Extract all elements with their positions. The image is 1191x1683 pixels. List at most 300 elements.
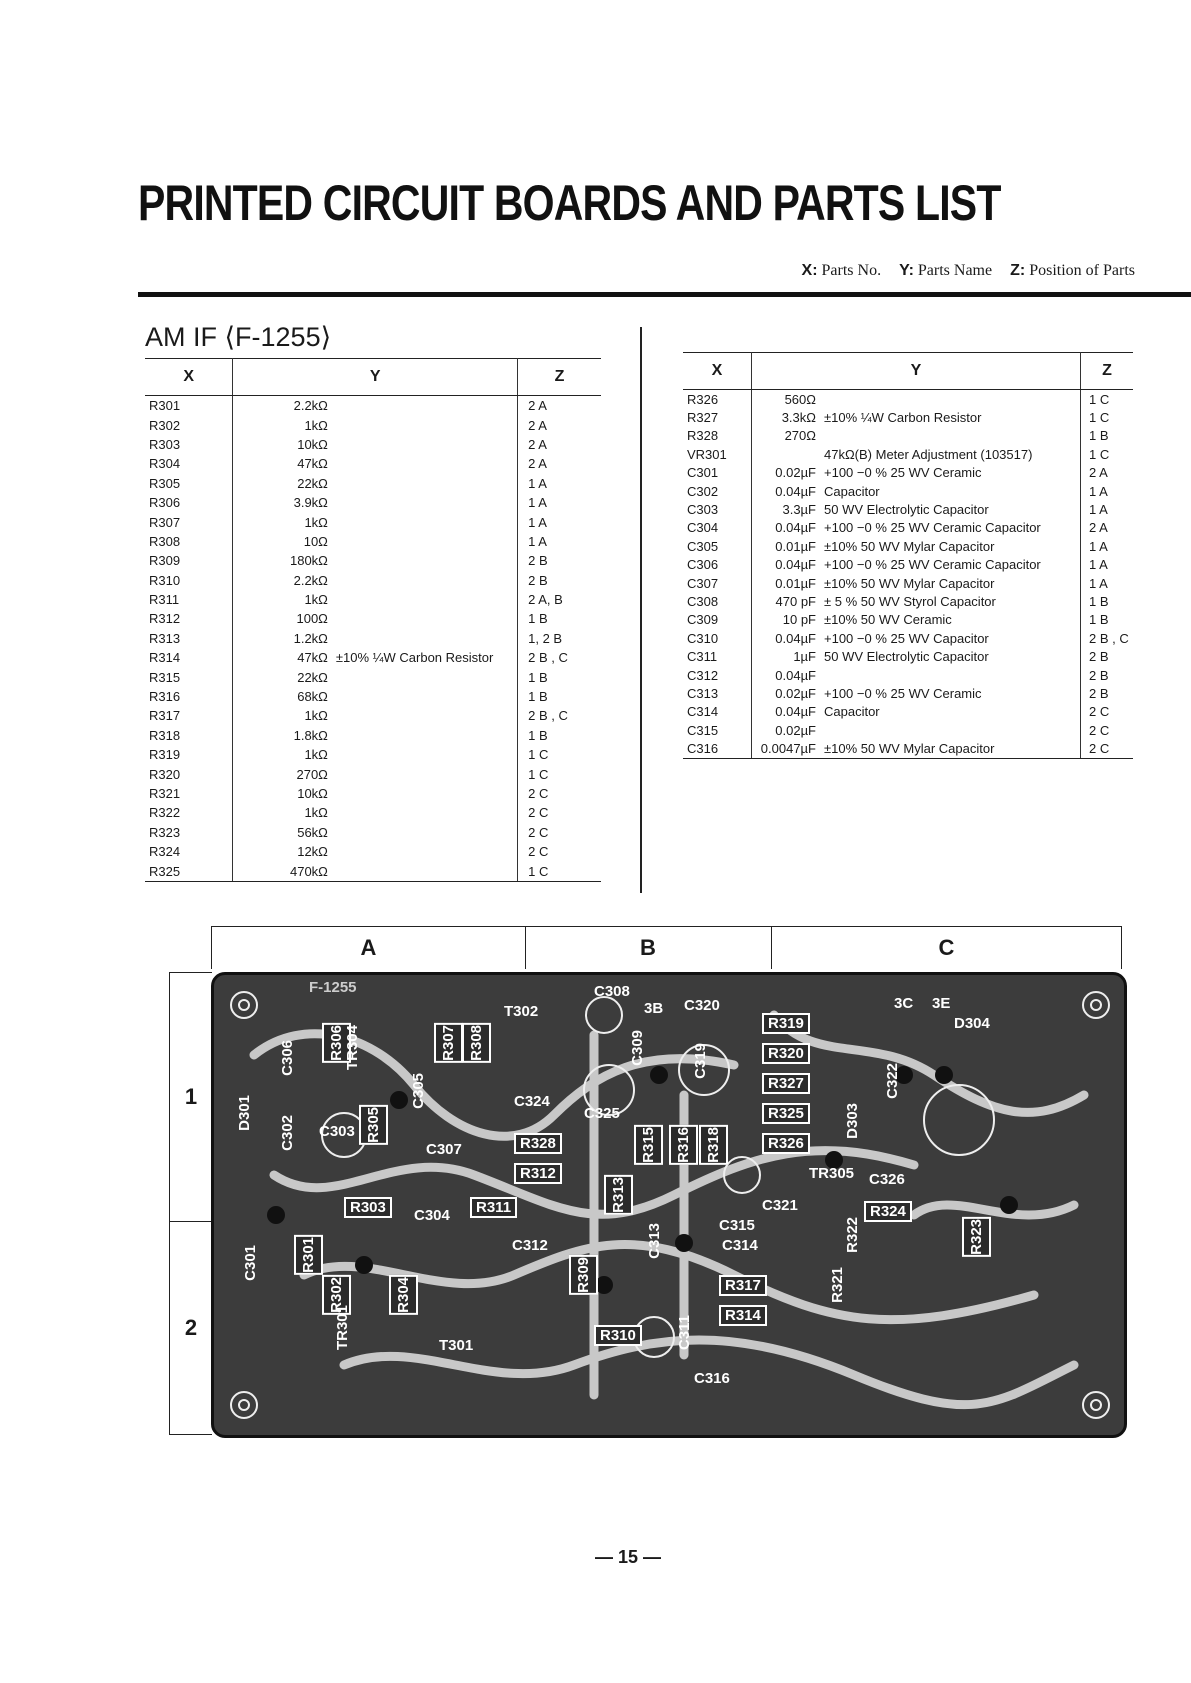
board-component-label: C314 (722, 1237, 758, 1254)
part-position: 2 B , C (528, 650, 568, 666)
board-component-label: R309 (569, 1255, 598, 1295)
part-position: 2 C (528, 805, 549, 821)
part-position: 2 C (1089, 722, 1110, 738)
table-row (683, 464, 1133, 482)
table-row (145, 551, 601, 570)
part-number: R327 (683, 408, 752, 426)
part-position: 1 C (1089, 410, 1110, 426)
part-position: 1 A (528, 475, 547, 491)
part-number: R324 (145, 842, 233, 861)
page-number-value: 15 (618, 1547, 639, 1567)
part-value: 2.2kΩ (293, 572, 328, 588)
part-position: 1 A (1089, 575, 1108, 591)
part-value: 3.9kΩ (293, 495, 328, 511)
part-value: 470 pF (775, 593, 816, 609)
header-y: Y (752, 353, 1081, 390)
part-description (332, 842, 518, 861)
part-position: 1 C (528, 747, 549, 763)
table-row (683, 482, 1133, 500)
part-number: R321 (145, 784, 233, 803)
table-row (683, 427, 1133, 445)
part-position: 2 B (1089, 667, 1109, 683)
table-row (145, 803, 601, 822)
table-row (683, 519, 1133, 537)
table-row (145, 648, 601, 667)
part-value: 0.04µF (775, 557, 816, 573)
parts-table-right-body (683, 390, 1133, 759)
part-number: C306 (683, 556, 752, 574)
section-title: AM IF ⟨F-1255⟩ (145, 322, 332, 352)
part-value: 0.0047µF (752, 739, 821, 758)
part-number: R307 (145, 512, 233, 531)
part-number: R312 (145, 609, 233, 628)
board-component-label: C324 (514, 1093, 550, 1110)
board-component-label: C315 (719, 1217, 755, 1234)
board-component-label: R317 (719, 1275, 767, 1296)
part-value: 0.02µF (775, 465, 816, 481)
table-row (145, 726, 601, 745)
legend (802, 262, 1135, 280)
board-component-label: R308 (462, 1023, 491, 1063)
part-number: R305 (145, 474, 233, 493)
table-row (683, 684, 1133, 702)
part-value: 0.04µF (775, 630, 816, 646)
part-value: 68kΩ (297, 689, 328, 705)
part-number: R303 (145, 435, 233, 454)
parts-table-left (145, 358, 601, 882)
table-row (145, 493, 601, 512)
table-row (145, 764, 601, 783)
part-description: 47kΩ(B) Meter Adjustment (103517) (820, 445, 1081, 463)
part-value: 560Ω (784, 391, 816, 407)
part-description: +100 −0 % 25 WV Ceramic Capacitor (820, 556, 1081, 574)
table-row (683, 721, 1133, 739)
part-description: +100 −0 % 25 WV Capacitor (820, 629, 1081, 647)
board-component-label: R319 (762, 1013, 810, 1034)
part-description (332, 590, 518, 609)
part-value: 2.2kΩ (293, 398, 328, 414)
board-component-label: R313 (604, 1175, 633, 1215)
part-description: 50 WV Electrolytic Capacitor (820, 647, 1081, 665)
board-component-label: R315 (634, 1125, 663, 1165)
table-row (145, 823, 601, 842)
part-value: 0.01µF (775, 538, 816, 554)
part-value: 1µF (793, 649, 816, 665)
part-number: C304 (683, 519, 752, 537)
part-position: 2 A (528, 436, 547, 452)
part-description: ±10% 50 WV Mylar Capacitor (820, 537, 1081, 555)
part-description (332, 764, 518, 783)
part-number: C312 (683, 666, 752, 684)
part-number: R323 (145, 823, 233, 842)
table-row (145, 687, 601, 706)
board-component-label: TR304 (344, 1025, 361, 1071)
part-description: Capacitor (820, 703, 1081, 721)
part-description (332, 726, 518, 745)
table-row (145, 667, 601, 686)
part-description: +100 −0 % 25 WV Ceramic Capacitor (820, 519, 1081, 537)
part-description (820, 390, 1081, 409)
board-component-label: TR301 (334, 1305, 351, 1351)
part-position: 1 A (528, 495, 547, 511)
board-component-label: C316 (694, 1370, 730, 1387)
part-number: R320 (145, 764, 233, 783)
part-value: 47kΩ (297, 650, 328, 666)
part-position: 2 C (1081, 739, 1134, 758)
board-component-label: C308 (594, 983, 630, 1000)
part-value: 1kΩ (304, 708, 328, 724)
part-position: 1 B (1089, 593, 1109, 609)
part-position: 1 B (528, 611, 548, 627)
board-component-label: C311 (676, 1315, 693, 1351)
part-number: R317 (145, 706, 233, 725)
part-number: R302 (145, 415, 233, 434)
part-value: 0.01µF (775, 575, 816, 591)
part-description: ± 5 % 50 WV Styrol Capacitor (820, 592, 1081, 610)
part-position: 2 C (528, 786, 549, 801)
part-description (332, 551, 518, 570)
board-component-label: D304 (954, 1015, 990, 1032)
part-description (332, 396, 518, 416)
board-component-label: R325 (762, 1103, 810, 1124)
part-description (332, 745, 518, 764)
part-description (332, 454, 518, 473)
board-component-label: C302 (279, 1115, 296, 1151)
column-divider (640, 327, 642, 893)
part-value: 22kΩ (297, 669, 328, 685)
board-component-label: R307 (434, 1023, 463, 1063)
part-position: 2 A (528, 398, 547, 414)
legend-key-y: Y: (899, 262, 914, 279)
header-rule (138, 292, 1191, 297)
board-component-label: R320 (762, 1043, 810, 1064)
table-row (145, 454, 601, 473)
page-number: — 15 — (595, 1547, 662, 1567)
part-description: +100 −0 % 25 WV Ceramic (820, 464, 1081, 482)
board-component-label: C312 (512, 1237, 548, 1254)
part-position: 2 B (528, 572, 548, 588)
table-row (683, 390, 1133, 409)
table-row (145, 609, 601, 628)
part-position: 1 C (1089, 446, 1110, 462)
part-description: ±10% ¼W Carbon Resistor (820, 408, 1081, 426)
part-description (332, 532, 518, 551)
board-component-label: TR305 (809, 1165, 855, 1182)
grid-column-b: B (525, 926, 772, 969)
table-row (145, 706, 601, 725)
part-position: 1 B (1089, 612, 1109, 628)
table-row (683, 537, 1133, 555)
part-description (332, 571, 518, 590)
part-description (332, 493, 518, 512)
part-number: R308 (145, 532, 233, 551)
board-component-label: D301 (236, 1095, 253, 1131)
part-value: 1kΩ (304, 805, 328, 821)
legend-text-x: Parts No. (821, 262, 882, 279)
board-component-label: R312 (514, 1163, 562, 1184)
part-position: 2 C (528, 824, 549, 840)
board-component-label: R322 (844, 1217, 861, 1253)
table-row (145, 861, 601, 881)
part-number: C308 (683, 592, 752, 610)
table-row (683, 739, 1133, 758)
part-number: R314 (145, 648, 233, 667)
part-description (332, 474, 518, 493)
part-description (332, 667, 518, 686)
table-row (683, 647, 1133, 665)
part-description: +100 −0 % 25 WV Ceramic (820, 684, 1081, 702)
legend-key-z: Z: (1010, 262, 1026, 279)
board-component-label: C320 (684, 997, 720, 1014)
table-row (683, 556, 1133, 574)
part-description (332, 803, 518, 822)
part-value: 0.02µF (775, 722, 816, 738)
part-position: 1 B (528, 727, 548, 743)
part-value: 470kΩ (233, 861, 332, 881)
part-value: 10kΩ (297, 786, 328, 801)
part-number: R318 (145, 726, 233, 745)
table-row (145, 512, 601, 531)
board-component-label: R301 (294, 1235, 323, 1275)
part-number: R313 (145, 629, 233, 648)
board-component-label: C321 (762, 1197, 798, 1214)
board-component-label: C309 (629, 1030, 646, 1066)
legend-text-y: Parts Name (917, 262, 993, 279)
part-description (332, 512, 518, 531)
part-number: R319 (145, 745, 233, 764)
part-position: 2 A, B (528, 592, 563, 608)
part-position: 1 A (1089, 557, 1108, 573)
board-component-label: C319 (692, 1043, 709, 1079)
part-value: 1kΩ (304, 417, 328, 433)
part-number: R306 (145, 493, 233, 512)
part-position: 1, 2 B (528, 630, 563, 646)
part-number: C309 (683, 611, 752, 629)
part-description (332, 687, 518, 706)
part-value: 0.04µF (775, 704, 816, 720)
part-position: 1 C (528, 766, 549, 782)
board-component-label: T302 (504, 1003, 539, 1020)
part-value: 56kΩ (297, 824, 328, 840)
grid-row-1: 1 (169, 972, 212, 1221)
part-value: 10 pF (782, 612, 816, 628)
part-number: C313 (683, 684, 752, 702)
table-row (145, 629, 601, 648)
part-value: 180kΩ (289, 553, 328, 569)
part-description (332, 415, 518, 434)
board-component-label: R328 (514, 1133, 562, 1154)
board-component-label: R302 (322, 1275, 351, 1315)
table-row (145, 745, 601, 764)
part-position: 1 A (528, 514, 547, 530)
header-y: Y (233, 359, 518, 396)
part-value: 3.3µF (782, 502, 816, 518)
part-number: C310 (683, 629, 752, 647)
board-component-label: R310 (594, 1325, 642, 1346)
table-row (145, 590, 601, 609)
part-description (332, 435, 518, 454)
table-row (683, 500, 1133, 518)
board-component-label: D303 (844, 1103, 861, 1139)
board-component-label: T301 (439, 1337, 474, 1354)
legend-key-x: X: (801, 262, 818, 279)
part-number: C307 (683, 574, 752, 592)
part-number: R301 (145, 396, 233, 416)
part-value: 3.3kΩ (781, 410, 816, 426)
table-row (145, 435, 601, 454)
part-value: 100Ω (296, 611, 328, 627)
board-component-label: 3B (644, 1000, 664, 1017)
grid-column-a: A (211, 926, 526, 969)
table-row (145, 571, 601, 590)
part-number: C311 (683, 647, 752, 665)
board-component-label: C306 (279, 1040, 296, 1076)
part-position: 2 C (528, 844, 549, 860)
table-row (145, 474, 601, 493)
part-position: 2 B (528, 553, 548, 569)
part-value: 10Ω (303, 533, 328, 549)
part-position: 1 A (1089, 538, 1108, 554)
part-number: C305 (683, 537, 752, 555)
part-number: VR301 (683, 445, 752, 463)
part-value: 1kΩ (304, 514, 328, 530)
table-row (683, 629, 1133, 647)
part-number: C302 (683, 482, 752, 500)
part-number: R309 (145, 551, 233, 570)
part-position: 1 C (518, 861, 601, 881)
board-component-label: 3E (932, 995, 951, 1012)
part-value: 22kΩ (297, 475, 328, 491)
part-number: C314 (683, 703, 752, 721)
part-description (332, 784, 518, 803)
part-number: R316 (145, 687, 233, 706)
circuit-board (211, 972, 1127, 1438)
part-description (332, 629, 518, 648)
board-component-label: R321 (829, 1267, 846, 1303)
part-number: C315 (683, 721, 752, 739)
board-component-label: C313 (646, 1223, 663, 1259)
part-description (332, 823, 518, 842)
board-component-label: R314 (719, 1305, 767, 1326)
part-value: 1.8kΩ (293, 727, 328, 743)
part-position: 2 A (528, 417, 547, 433)
board-component-label: R327 (762, 1073, 810, 1094)
part-position: 2 B , C (1089, 630, 1129, 646)
part-description (332, 861, 518, 881)
part-value: 270Ω (784, 428, 816, 444)
board-component-label: C305 (410, 1073, 427, 1109)
part-description (332, 706, 518, 725)
part-number: R311 (145, 590, 233, 609)
part-description: ±10% 50 WV Mylar Capacitor (820, 574, 1081, 592)
part-position: 1 A (1089, 483, 1108, 499)
part-number: C303 (683, 500, 752, 518)
part-description: ±10% 50 WV Ceramic (820, 611, 1081, 629)
part-value: 270Ω (296, 766, 328, 782)
part-position: 1 A (1089, 502, 1108, 518)
board-component-label: C326 (869, 1171, 905, 1188)
part-number: R326 (683, 390, 752, 409)
header-z: Z (518, 359, 601, 396)
board-component-label: R318 (699, 1125, 728, 1165)
part-value: 0.04µF (775, 520, 816, 536)
header-x: X (145, 359, 233, 396)
table-row (683, 445, 1133, 463)
part-value: 10kΩ (297, 436, 328, 452)
header-x: X (683, 353, 752, 390)
table-row (683, 574, 1133, 592)
part-description: 50 WV Electrolytic Capacitor (820, 500, 1081, 518)
part-value: 1.2kΩ (293, 630, 328, 646)
part-value: 12kΩ (297, 844, 328, 860)
board-component-label: R303 (344, 1197, 392, 1218)
part-position: 1 B (528, 669, 548, 685)
part-value: 0.02µF (775, 685, 816, 701)
part-value: 1kΩ (304, 747, 328, 763)
legend-text-z: Position of Parts (1029, 262, 1135, 279)
board-component-label: C322 (884, 1063, 901, 1099)
board-component-label: R316 (669, 1125, 698, 1165)
board-label: F-1255 (309, 979, 357, 996)
table-row (145, 842, 601, 861)
part-position: 2 C (1089, 704, 1110, 720)
board-component-label: C303 (319, 1123, 355, 1140)
part-number: R325 (145, 861, 233, 881)
part-position: 2 A (1089, 465, 1108, 481)
header-z: Z (1081, 353, 1134, 390)
part-description (820, 721, 1081, 739)
board-component-label: 3C (894, 995, 914, 1012)
table-row (683, 611, 1133, 629)
part-position: 2 B (1089, 685, 1109, 701)
table-row (683, 592, 1133, 610)
part-number: R304 (145, 454, 233, 473)
part-position: 2 A (1089, 520, 1108, 536)
board-component-label: R304 (389, 1275, 418, 1315)
table-row (145, 396, 601, 416)
grid-column-c: C (772, 926, 1122, 969)
part-number: C301 (683, 464, 752, 482)
part-position: 2 A (528, 456, 547, 472)
part-position: 1 C (1089, 391, 1110, 407)
part-value: 47kΩ (297, 456, 328, 472)
part-position: 2 B , C (528, 708, 568, 724)
part-description (820, 427, 1081, 445)
part-position: 1 B (1089, 428, 1109, 444)
table-row (145, 784, 601, 803)
parts-table-left-body (145, 396, 601, 882)
board-component-label: R311 (470, 1197, 517, 1218)
part-number: R322 (145, 803, 233, 822)
part-value: 0.04µF (775, 483, 816, 499)
parts-table-right (683, 352, 1133, 759)
board-component-label: R326 (762, 1133, 810, 1154)
part-description (332, 609, 518, 628)
table-row (683, 408, 1133, 426)
table-row (145, 532, 601, 551)
part-value: 1kΩ (304, 592, 328, 608)
board-component-label: R306 (322, 1023, 351, 1063)
board-component-label: R324 (864, 1201, 912, 1222)
table-row (683, 666, 1133, 684)
part-number: R328 (683, 427, 752, 445)
part-position: 1 A (528, 533, 547, 549)
board-component-label: C304 (414, 1207, 450, 1224)
part-value: 0.04µF (775, 667, 816, 683)
part-value (752, 445, 821, 463)
part-position: 2 B (1089, 649, 1109, 665)
board-component-label: R323 (962, 1217, 991, 1257)
